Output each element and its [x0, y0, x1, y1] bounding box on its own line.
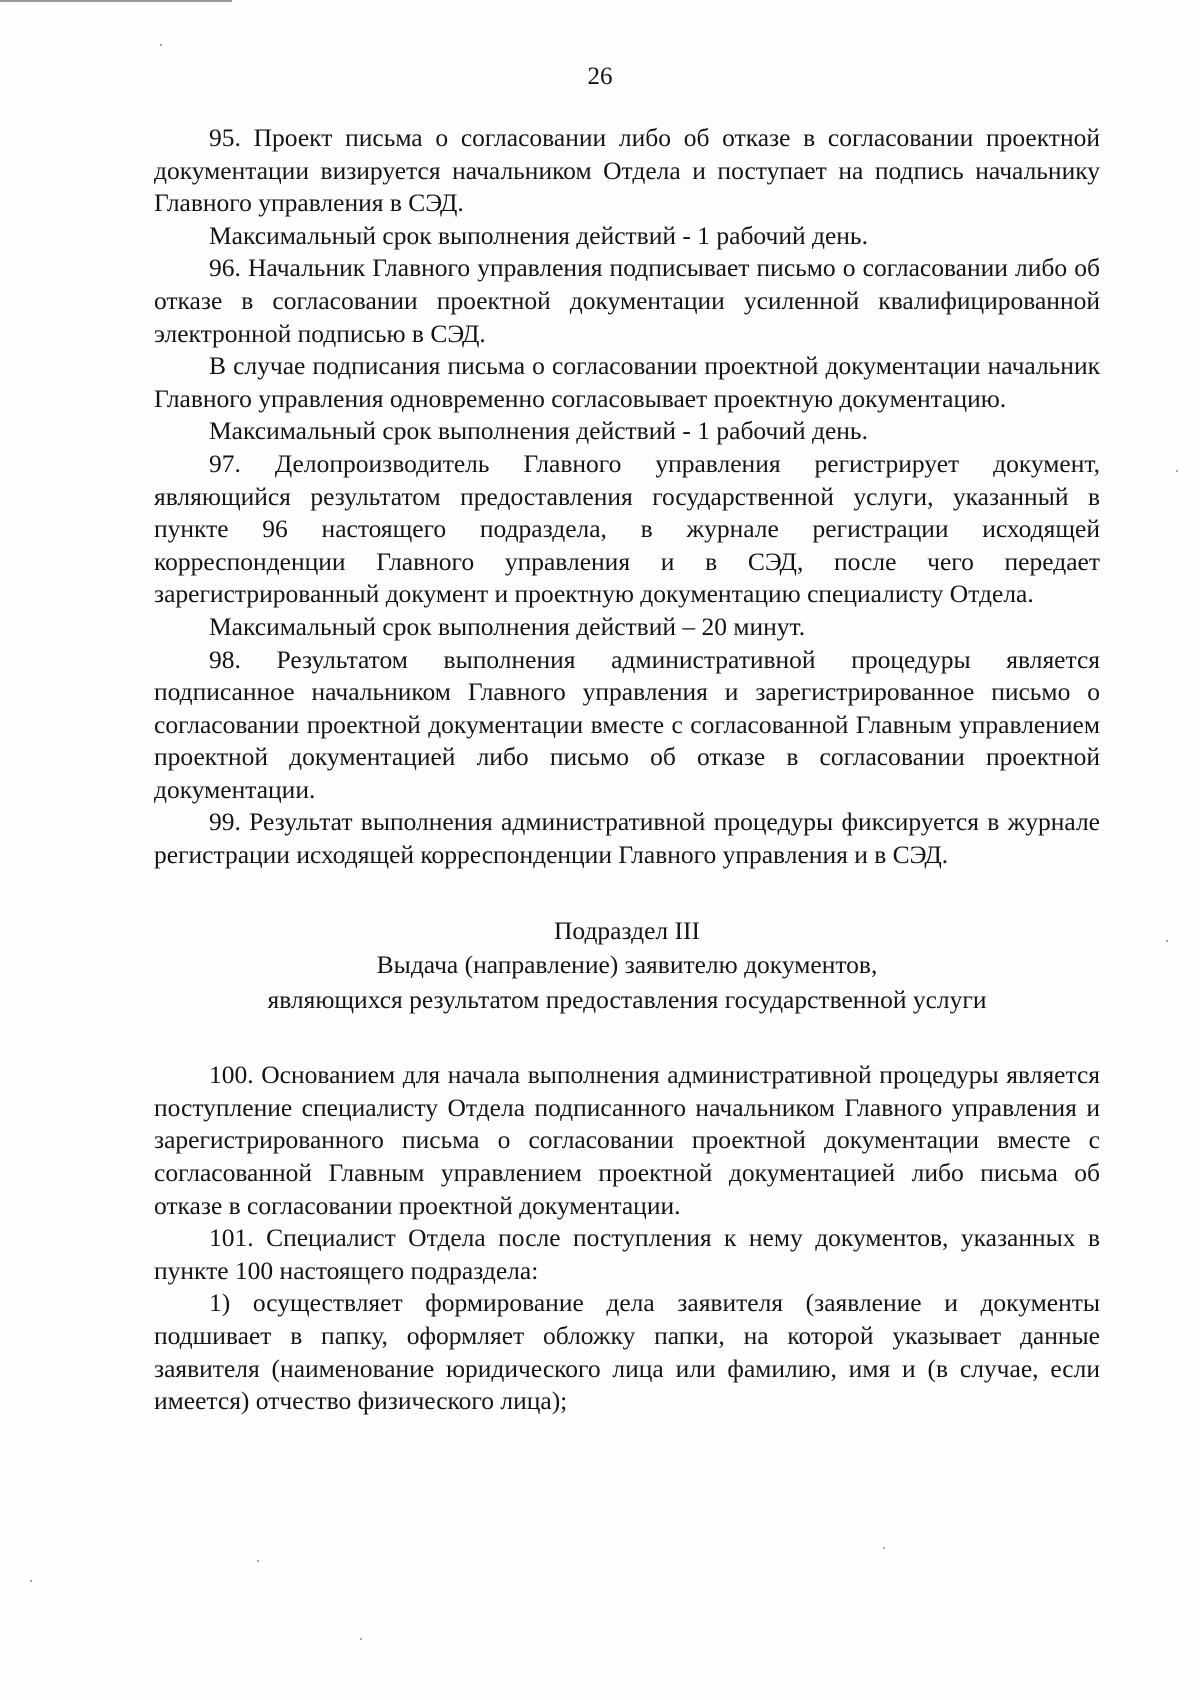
paragraph-97: 97. Делопроизводитель Главного управления регистрирует документ, являющийся результатом предоставления государственной услуги, указанный в пункте 96 настоящего подраздела, в журнале регистрации исходящей корреспонденции Главного управления и в СЭД, после чего передает зарегистрированный документ и проектную документацию специалисту Отдела.	[154, 448, 1100, 609]
scan-speck	[30, 1580, 32, 1582]
paragraph-96: 96. Начальник Главного управления подписывает письмо о согласовании либо об отказе в согласовании проектной документации усиленной квалифицированной электронной подписью в СЭД.	[154, 253, 1100, 348]
paragraph-101: 101. Специалист Отдела после поступления к нему документов, указанных в пункте 100 настоящего подраздела:	[154, 1223, 1100, 1285]
section-title-line1: Выдача (направление) заявителю документов,	[376, 950, 878, 980]
scan-speck	[257, 1560, 259, 1562]
paragraph-101-item-1: 1) осуществляет формирование дела заявителя (заявление и документы подшивает в папку, оформляет обложку папки, на которой указывает данные заявителя (наименование юридического лица или фамилию, имя и (в случае, если имеется) отчество физического лица);	[154, 1288, 1100, 1416]
paragraph-deadline: Максимальный срок выполнения действий - 1 рабочий день.	[209, 220, 868, 250]
scan-speck	[1166, 940, 1168, 942]
paragraph-95: 95. Проект письма о согласовании либо об отказе в согласовании проектной документации визируется начальником Отдела и поступает на подпись начальнику Главного управления в СЭД.	[154, 123, 1100, 218]
scan-speck	[883, 1547, 885, 1549]
scan-edge-line	[0, 0, 232, 2]
paragraph-98: 98. Результатом выполнения административной процедуры является подписанное начальником Главного управления и зарегистрированное письмо о согласовании проектной документации вместе с согласованной Главным управлением проектной документацией либо письмо об отказе в согласовании проектной документации.	[154, 644, 1100, 804]
scan-speck	[360, 1638, 362, 1640]
page-number: 26	[587, 63, 613, 90]
paragraph-99: 99. Результат выполнения административной процедуры фиксируется в журнале регистрации исходящей корреспонденции Главного управления и в СЭД.	[154, 807, 1100, 870]
paragraph-deadline: Максимальный срок выполнения действий - 1 рабочий день.	[209, 416, 868, 446]
paragraph-100: 100. Основанием для начала выполнения административной процедуры является поступление специалисту Отдела подписанного начальником Главного управления и зарегистрированного письма о согласовании проектной документации вместе с согласованной Главным управлением проектной документацией либо письма об отказе в согласовании проектной документации.	[154, 1060, 1100, 1220]
document-body	[154, 122, 1100, 1418]
scan-speck	[1176, 470, 1178, 472]
section-label: Подраздел III	[554, 915, 700, 945]
paragraph-signing-case: В случае подписания письма о согласовании проектной документации начальник Главного управления одновременно согласовывает проектную документацию.	[154, 351, 1100, 413]
section-heading	[154, 914, 1100, 1018]
section-title-line2: являющихся результатом предоставления государственной услуги	[267, 984, 987, 1014]
scan-speck	[160, 44, 162, 46]
paragraph-deadline: Максимальный срок выполнения действий – 20 минут.	[209, 611, 806, 641]
